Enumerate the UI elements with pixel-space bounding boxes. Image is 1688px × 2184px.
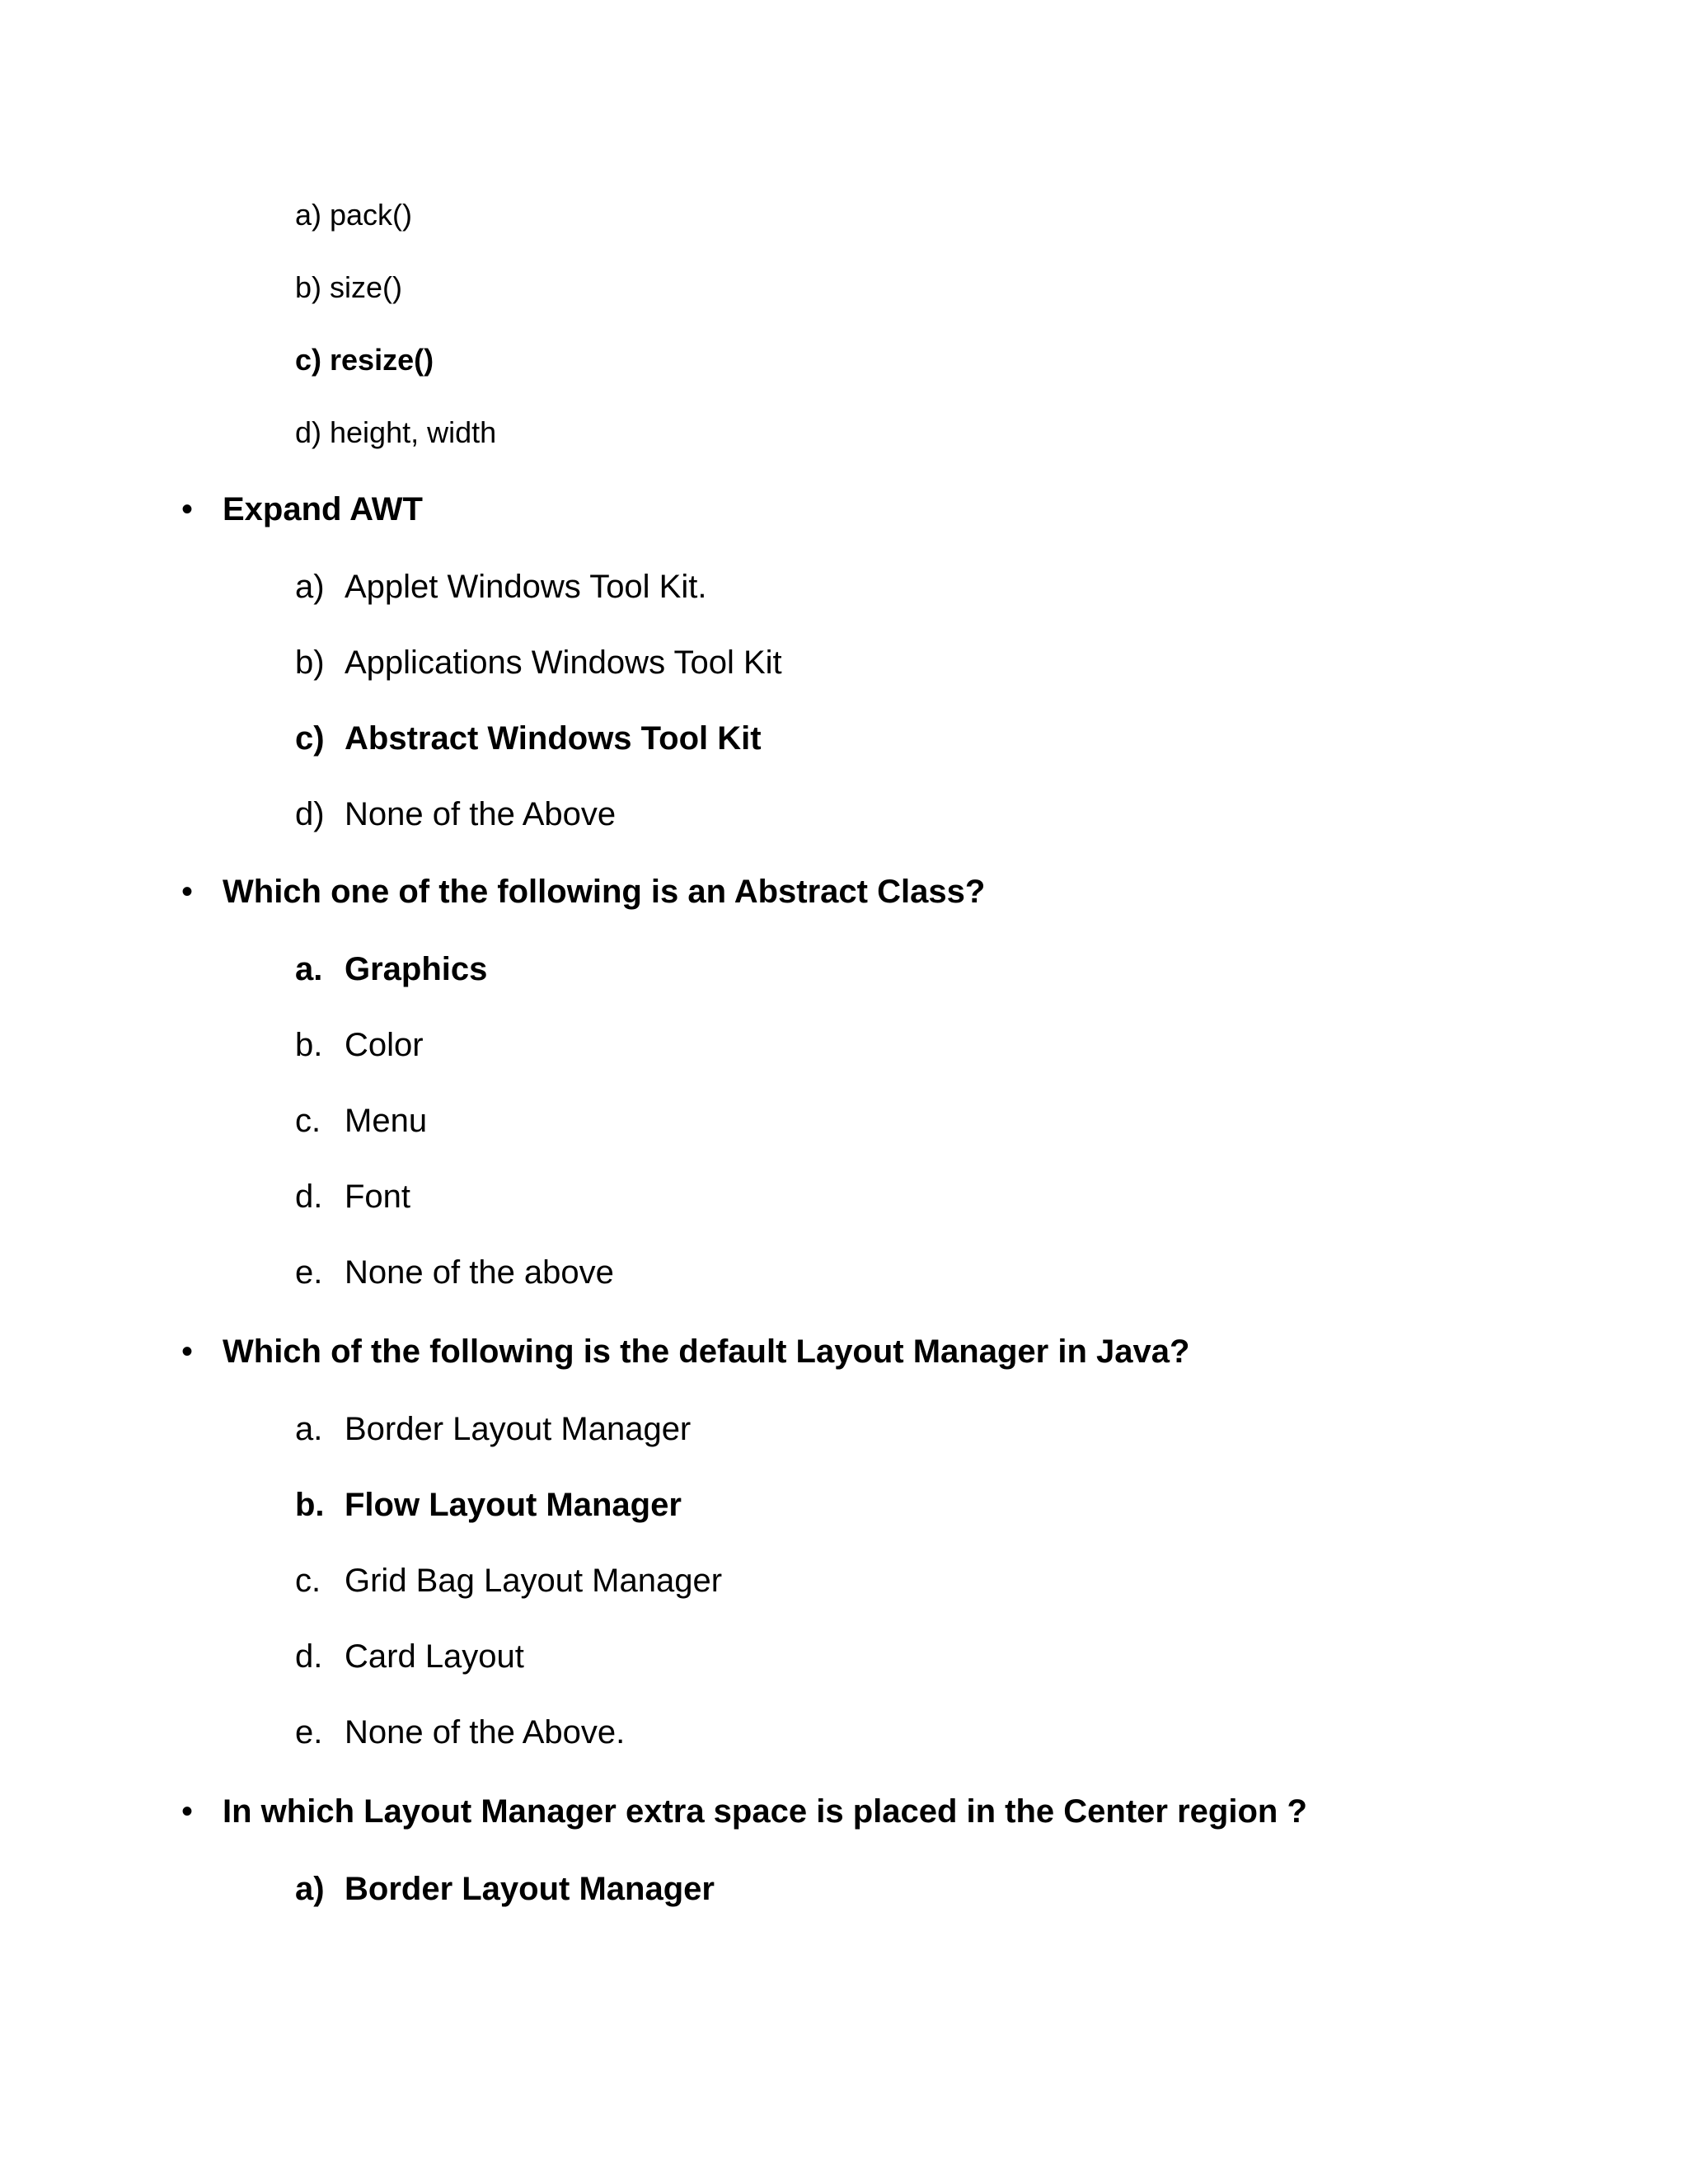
q3-option-d [295, 1640, 524, 1673]
q3-option-e [295, 1716, 625, 1749]
question-text: Which of the following is the default Layout Manager in Java? [223, 1333, 1190, 1370]
option-text: Menu [345, 1103, 428, 1139]
option-label: c. [295, 1563, 321, 1599]
option-label: e. [295, 1254, 323, 1291]
option-label: b) [295, 644, 325, 681]
option-label: d) [295, 796, 325, 832]
option-text: Font [345, 1179, 411, 1215]
option-label: b. [295, 1487, 325, 1523]
option-text: Flow Layout Manager [345, 1487, 682, 1523]
option-text: Color [345, 1027, 424, 1063]
option-label: d. [295, 1638, 323, 1675]
option-c-line-answer [295, 345, 434, 375]
option-label: a) [295, 569, 325, 605]
q1-option-d [295, 798, 616, 831]
option-text: b) size() [295, 270, 403, 304]
option-text: Border Layout Manager [345, 1871, 715, 1907]
bullet-icon: • [181, 491, 194, 527]
option-label: e. [295, 1714, 323, 1750]
question-text: Which one of the following is an Abstract Class? [223, 874, 986, 910]
bullet-icon: • [181, 874, 194, 910]
option-text: Border Layout Manager [345, 1411, 692, 1447]
option-text: Applet Windows Tool Kit. [345, 569, 707, 605]
question-text: In which Layout Manager extra space is placed in the Center region ? [223, 1793, 1307, 1830]
option-text: None of the above [345, 1254, 614, 1291]
q2-option-b [295, 1029, 424, 1062]
option-label: c. [295, 1103, 321, 1139]
q2-option-a-answer [295, 953, 487, 986]
question-text: Expand AWT [223, 491, 423, 527]
option-text: Grid Bag Layout Manager [345, 1563, 723, 1599]
option-label: d. [295, 1179, 323, 1215]
question-3 [181, 1333, 1190, 1370]
question-1 [181, 491, 423, 527]
bullet-icon: • [181, 1793, 194, 1830]
q1-option-b [295, 646, 782, 679]
option-b-line [295, 270, 403, 304]
option-label: c) [295, 720, 325, 757]
q3-option-c [295, 1564, 722, 1597]
option-text: Abstract Windows Tool Kit [345, 720, 762, 757]
q1-option-a [295, 570, 706, 603]
q2-option-c [295, 1104, 427, 1137]
option-label: a. [295, 1411, 323, 1447]
q3-option-b-answer [295, 1488, 682, 1521]
option-d-line [295, 415, 497, 449]
option-text: c) resize() [295, 343, 434, 377]
option-label: a. [295, 951, 323, 987]
q4-option-a-answer [295, 1872, 715, 1905]
bullet-icon: • [181, 1333, 194, 1370]
option-text: Card Layout [345, 1638, 524, 1675]
option-text: Graphics [345, 951, 488, 987]
q1-option-c-answer [295, 722, 762, 755]
q2-option-e [295, 1256, 614, 1289]
q2-option-d [295, 1180, 410, 1213]
option-label: b. [295, 1027, 323, 1063]
option-text: Applications Windows Tool Kit [345, 644, 782, 681]
question-2 [181, 874, 986, 910]
option-a-line [295, 200, 412, 230]
option-label: a) [295, 1871, 325, 1907]
q3-option-a [295, 1413, 691, 1446]
option-text: a) pack() [295, 198, 413, 232]
option-text: None of the Above [345, 796, 617, 832]
option-text: None of the Above. [345, 1714, 626, 1750]
option-text: d) height, width [295, 415, 497, 449]
question-4 [181, 1793, 1307, 1830]
